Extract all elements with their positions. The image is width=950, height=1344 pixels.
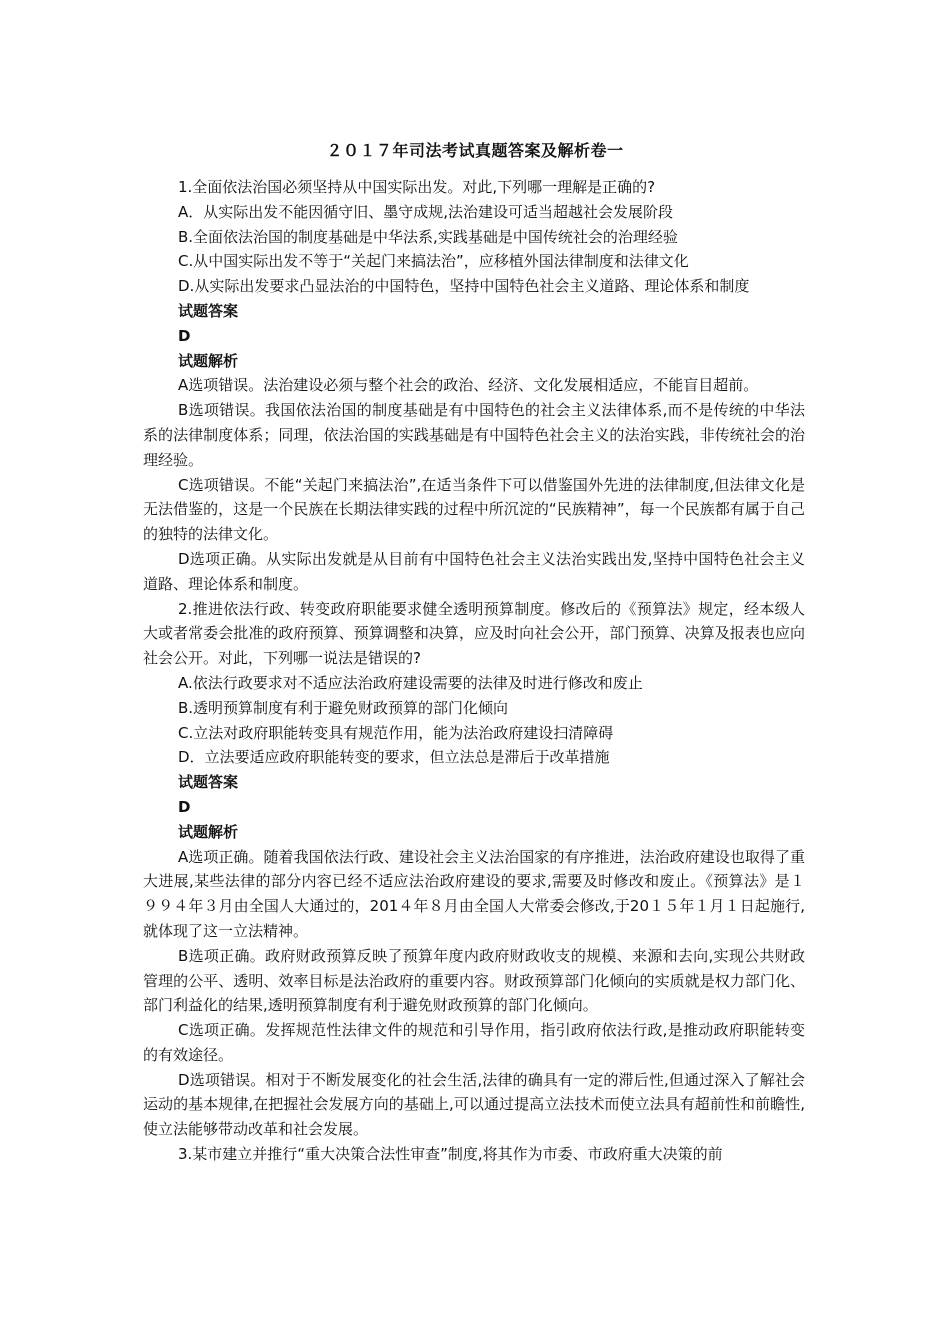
paragraph: C.立法对政府职能转变具有规范作用，能为法治政府建设扫清障碍 — [178, 723, 614, 742]
section-heading: D — [178, 326, 191, 345]
paragraph: C.从中国实际出发不等于“关起门来搞法治”，应移植外国法律制度和法律文化 — [178, 252, 689, 271]
section-heading: 试题解析 — [178, 822, 239, 841]
paragraph: 2.推进依法行政、转变政府职能要求健全透明预算制度。修改后的《预算法》规定，经本级人大或者常委会批准的政府预算、预算调整和决算，应及时向社会公开，部门预算、决算及报表也应向社会公开。对此，下列哪一说法是错误的? — [143, 599, 805, 668]
document-title: ２０１７年司法考试真题答案及解析卷一 — [326, 141, 624, 160]
section-heading: D — [178, 797, 191, 816]
paragraph: D选项错误。相对于不断发展变化的社会生活,法律的确具有一定的滞后性,但通过深入了解社会运动的基本规律,在把握社会发展方向的基础上,可以通过提高立法技术而使立法具有超前性和前瞻性,使立法能够带动改革和社会发展。 — [143, 1070, 805, 1139]
paragraph: A．从实际出发不能因循守旧、墨守成规,法治建设可适当超越社会发展阶段 — [178, 202, 674, 221]
paragraph: 3.某市建立并推行“重大决策合法性审查”制度,将其作为市委、市政府重大决策的前 — [178, 1145, 723, 1164]
paragraph: B选项正确。政府财政预算反映了预算年度内政府财政收支的规模、来源和去向,实现公共财政管理的公平、透明、效率目标是法治政府的重要内容。财政预算部门化倾向的实质就是权力部门化、部门利益化的结果,透明预算制度有利于避免财政预算的部门化倾向。 — [143, 946, 805, 1015]
paragraph: C选项错误。不能“关起门来搞法治”,在适当条件下可以借鉴国外先进的法律制度,但法律文化是无法借鉴的，这是一个民族在长期法律实践的过程中所沉淀的“民族精神”，每一个民族都有属于自己的独特的法律文化。 — [143, 475, 805, 544]
paragraph: C选项正确。发挥规范性法律文件的规范和引导作用，指引政府依法行政,是推动政府职能转变的有效途径。 — [143, 1021, 805, 1064]
paragraph: 1.全面依法治国必须坚持从中国实际出发。对此,下列哪一理解是正确的? — [178, 178, 656, 196]
paragraph: B选项错误。我国依法治国的制度基础是有中国特色的社会主义法律体系,而不是传统的中华法系的法律制度体系；同理，依法治国的实践基础是有中国特色社会主义的法治实践，非传统社会的治理经验。 — [143, 401, 805, 469]
section-heading: 试题答案 — [178, 301, 239, 320]
paragraph: B.全面依法治国的制度基础是中华法系,实践基础是中国传统社会的治理经验 — [178, 227, 678, 246]
paragraph: A.依法行政要求对不适应法治政府建设需要的法律及时进行修改和废止 — [178, 673, 643, 692]
section-heading: 试题解析 — [178, 351, 239, 370]
paragraph: D选项正确。从实际出发就是从目前有中国特色社会主义法治实践出发,坚持中国特色社会主义道路、理论体系和制度。 — [143, 549, 805, 593]
paragraph: D．立法要适应政府职能转变的要求，但立法总是滞后于改革措施 — [178, 748, 610, 767]
paragraph: B.透明预算制度有利于避免财政预算的部门化倾向 — [178, 698, 509, 717]
section-heading: 试题答案 — [178, 773, 239, 792]
paragraph: D.从实际出发要求凸显法治的中国特色，坚持中国特色社会主义道路、理论体系和制度 — [178, 277, 750, 296]
document-body — [143, 175, 805, 1167]
paragraph: A选项正确。随着我国依法行政、建设社会主义法治国家的有序推进，法治政府建设也取得了重大进展,某些法律的部分内容已经不适应法治政府建设的要求,需要及时修改和废止。《预算法》是１９９４年３月由全国人大通过的，201４年８月由全国人大常委会修改,于20１５年１月１日起施行,就体现了这一立法精神。 — [143, 847, 805, 940]
paragraph: A选项错误。法治建设必须与整个社会的政治、经济、文化发展相适应，不能盲目超前。 — [178, 376, 759, 395]
